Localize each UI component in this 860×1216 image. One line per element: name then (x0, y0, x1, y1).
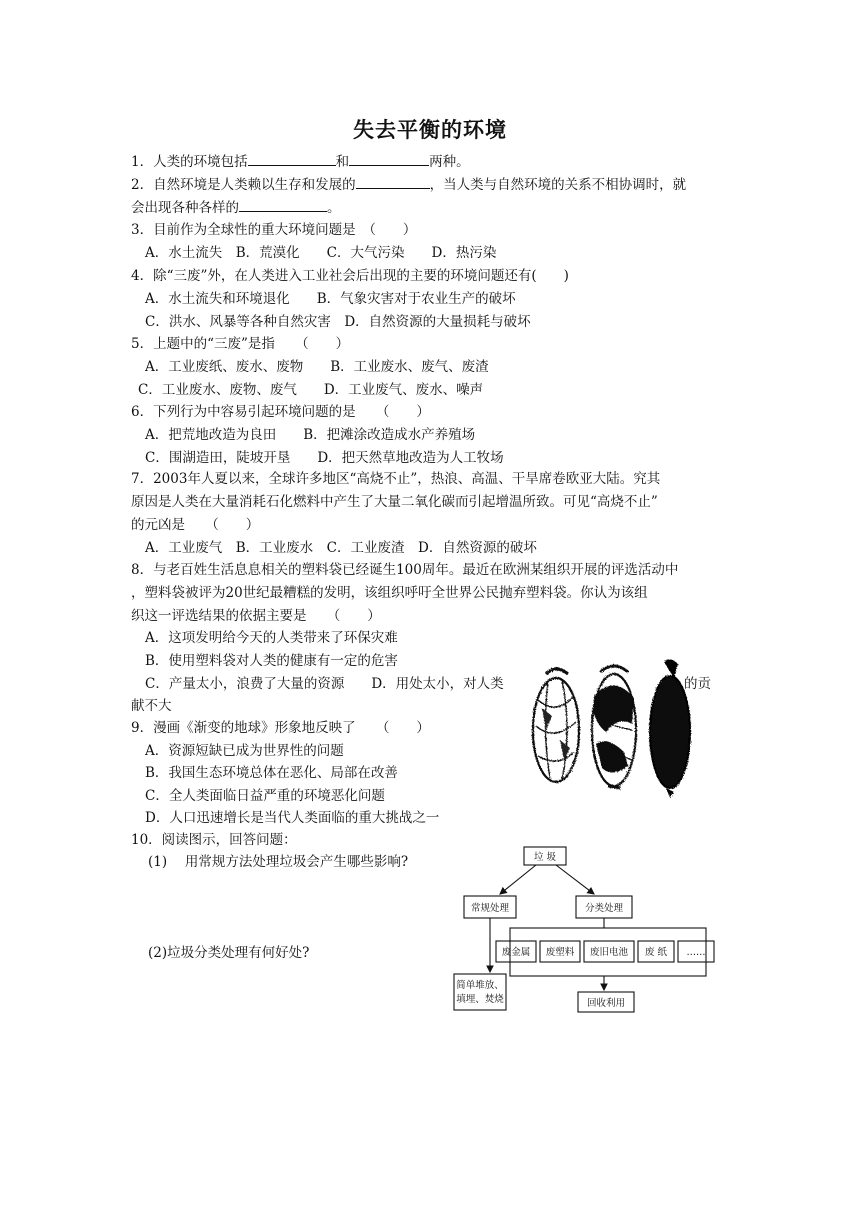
question-8-line-1: 8．与老百姓生活息息相关的塑料袋已经诞生100周年。最近在欧洲某组织开展的评选活动中 (131, 562, 679, 578)
answer-blank[interactable] (356, 173, 430, 189)
node-sorted-label: 分类处理 (584, 903, 624, 914)
node-garbage-label: 垃 圾 (533, 852, 557, 863)
question-7-options: A．工业废气 B．工业废水 C．工业废渣 D．自然资源的破坏 (145, 540, 537, 556)
question-10-stem: 10．阅读图示，回答问题： (131, 832, 297, 848)
answer-blank[interactable] (349, 150, 429, 166)
node-cat-battery-label: 废旧电池 (589, 947, 629, 958)
question-9-option-d: D．人口迅速增长是当代人类面临的重大挑战之一 (145, 810, 440, 826)
node-cat-more-label: …… (686, 947, 706, 958)
question-8-option-d-tail: 的贡 (684, 676, 711, 692)
question-2-line-2: 会出现各种各样的 。 (131, 196, 341, 219)
question-6-options-1: A．把荒地改造为良田 B．把滩涂改造成水产养殖场 (145, 427, 476, 443)
question-4-options-2: C．洪水、风暴等各种自然灾害 D．自然资源的大量损耗与破坏 (145, 314, 531, 330)
page-title: 失去平衡的环境 (353, 118, 507, 142)
globe-degrading (592, 666, 636, 788)
node-cat-paper-label: 废 纸 (644, 947, 668, 958)
question-6-stem: 6．下列行为中容易引起环境问题的是 （ ） (131, 404, 430, 420)
answer-blank[interactable] (248, 150, 336, 166)
question-4-stem: 4．除“三废”外，在人类进入工业社会后出现的主要的环境问题还有( ) (131, 268, 569, 284)
question-4-options-1: A．水土流失和环境退化 B．气象灾害对于农业生产的破坏 (145, 291, 516, 307)
node-simple-disposal-label-2: 填埋、焚烧 (456, 994, 504, 1005)
node-simple-disposal-label-1: 简单堆放、 (456, 980, 504, 991)
question-9-option-b: B．我国生态环境总体在恶化、局部在改善 (145, 765, 398, 781)
answer-blank[interactable] (239, 196, 327, 212)
node-cat-metal-label: 废金属 (501, 947, 531, 958)
question-7-line-3: 的元凶是 （ ） (131, 517, 260, 533)
globe-healthy (533, 669, 579, 782)
question-7-line-1: 7．2003年人夏以来，全球许多地区“高烧不止”，热浪、高温、干旱席卷欧亚大陆。究其 (131, 471, 661, 487)
question-5-stem: 5．上题中的“三废”是指 （ ） (131, 336, 350, 352)
question-10-sub-2: (2)垃圾分类处理有何好处? (148, 945, 310, 961)
question-5-options-1: A．工业废纸、废水、废物 B．工业废水、废气、废渣 (145, 359, 489, 375)
question-3-stem: 3．目前作为全球性的重大环境问题是 （ ） (131, 222, 417, 238)
question-8-option-b: B．使用塑料袋对人类的健康有一定的危害 (145, 653, 398, 669)
question-2-line-1: 2．自然环境是人类赖以生存和发展的 ，当人类与自然环境的关系不相协调时，就 (131, 173, 686, 196)
node-cat-plastic-label: 废塑料 (545, 947, 575, 958)
garbage-flowchart (444, 842, 718, 1018)
question-8-option-d-continued: 献不大 (131, 698, 172, 714)
question-10-sub-1: (1) 用常规方法处理垃圾会产生哪些影响? (148, 854, 409, 870)
question-7-line-2: 原因是人类在大量消耗石化燃料中产生了大量二氧化碳而引起增温所致。可见“高烧不止” (131, 494, 658, 510)
question-8-line-3: 织这一评选结果的依据主要是 （ ） (131, 608, 381, 624)
question-8-option-a: A．这项发明给今天的人类带来了环保灾难 (145, 630, 398, 646)
question-8-line-2: ，塑料袋被评为20世纪最糟糕的发明，该组织呼吁全世界公民抛弃塑料袋。你认为该组 (131, 585, 648, 601)
question-3-options: A．水土流失 B．荒漠化 C．大气污染 D．热污染 (145, 245, 497, 261)
question-9-option-a: A．资源短缺已成为世界性的问题 (145, 743, 344, 759)
question-8-option-cd: C．产量太小，浪费了大量的资源 D．用处太小，对人类 (145, 676, 504, 692)
question-5-options-2: C．工业废水、废物、废气 D．工业废气、废水、噪声 (138, 382, 484, 398)
question-1: 1．人类的环境包括 和 两种。 (131, 150, 470, 173)
node-conventional-label: 常规处理 (470, 903, 510, 914)
question-9-stem: 9．漫画《渐变的地球》形象地反映了 （ ） (131, 720, 430, 736)
question-6-options-2: C．围湖造田，陡坡开垦 D．把天然草地改造为人工牧场 (145, 450, 504, 466)
changing-earth-cartoon (528, 656, 694, 800)
question-9-option-c: C．全人类面临日益严重的环境恶化问题 (145, 788, 385, 804)
node-recycling-label: 回收利用 (586, 998, 626, 1009)
globe-degraded (650, 659, 690, 798)
